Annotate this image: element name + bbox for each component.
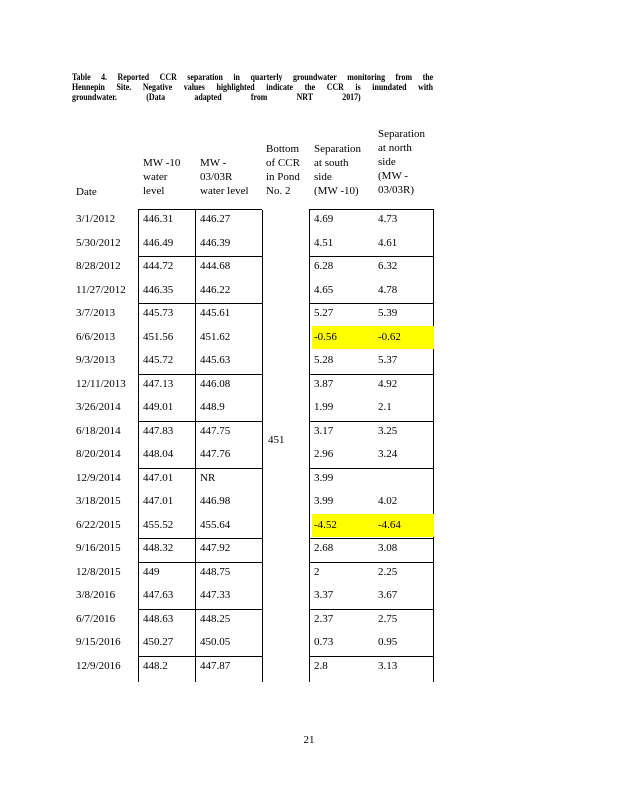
header-mw10 <box>143 156 180 198</box>
cell-date: 3/26/2014 <box>76 401 121 413</box>
header-mw10-line: level <box>143 185 165 197</box>
row-rule <box>309 209 434 210</box>
cell-south: -4.52 <box>312 514 379 537</box>
caption-word: Table <box>72 72 91 82</box>
table-row <box>72 232 434 255</box>
row-rule <box>309 609 434 610</box>
header-south-line: side <box>314 171 332 183</box>
header-bottom-line: of CCR <box>266 157 300 169</box>
cell-south: 2.68 <box>314 542 334 554</box>
header-bottom-line: Bottom <box>266 143 300 155</box>
cell-mw10: 449.01 <box>143 401 174 413</box>
cell-mw03: 446.39 <box>200 236 231 249</box>
cell-mw10: 444.72 <box>143 260 174 272</box>
table-row <box>72 443 434 466</box>
cell-date: 3/18/2015 <box>76 495 121 507</box>
cell-date: 6/22/2015 <box>76 518 121 531</box>
header-mw03-line: 03/03R <box>200 171 233 183</box>
caption-word: with <box>418 82 434 92</box>
cell-date: 9/16/2015 <box>76 542 121 554</box>
table-row <box>72 420 434 443</box>
cell-south: 3.99 <box>314 471 334 484</box>
cell-north <box>378 467 434 490</box>
cell-north: -0.62 <box>378 326 434 349</box>
cell-south: 2.37 <box>314 612 334 625</box>
cell-north: 4.02 <box>378 495 398 507</box>
caption-line-2 <box>72 82 433 92</box>
cell-date: 12/11/2013 <box>76 377 126 390</box>
caption-word: 2017) <box>342 92 361 102</box>
bottom-ccr-value: 451 <box>268 434 285 446</box>
header-south-separation <box>314 142 361 198</box>
table-row <box>72 467 434 490</box>
cell-mw03: 448.25 <box>200 612 231 625</box>
caption-word: CCR <box>159 72 177 82</box>
cell-south: 0.73 <box>314 636 334 648</box>
caption-word: Negative <box>142 82 173 92</box>
cell-north: 6.32 <box>378 260 398 272</box>
caption-word: separation <box>187 72 223 82</box>
cell-south: 5.28 <box>314 354 334 366</box>
cell-south: 3.37 <box>314 589 334 601</box>
caption-word: Reported <box>117 72 150 82</box>
cell-date: 6/7/2016 <box>76 612 116 625</box>
row-rule <box>138 421 262 422</box>
caption-word: Hennepin <box>72 82 105 92</box>
cell-south: 4.69 <box>314 213 334 225</box>
cell-south: 3.87 <box>314 377 334 390</box>
row-rule <box>309 562 434 563</box>
row-rule <box>309 256 434 257</box>
caption-word: monitoring <box>347 72 386 82</box>
cell-date: 3/7/2013 <box>76 307 116 319</box>
caption-line-1 <box>72 72 433 82</box>
caption-word: quarterly <box>250 72 283 82</box>
header-south-line: at south <box>314 157 349 169</box>
cell-south: 2.96 <box>314 448 334 460</box>
cell-north: 3.24 <box>378 448 398 460</box>
header-south-line: (MW -10) <box>314 185 359 197</box>
caption-word: is <box>355 82 361 92</box>
page-number: 21 <box>303 734 315 746</box>
cell-mw10: 446.35 <box>143 283 174 296</box>
caption-word: (Data <box>146 92 166 102</box>
table-row <box>72 537 434 560</box>
header-mw10-line: MW -10 <box>143 157 181 169</box>
caption-word: highlighted <box>216 82 255 92</box>
row-rule <box>138 209 262 210</box>
cell-north: 2.25 <box>378 565 398 578</box>
cell-mw10: 450.27 <box>143 636 174 648</box>
caption-word: inundated <box>372 82 407 92</box>
cell-mw10: 455.52 <box>143 518 174 531</box>
cell-mw10: 448.2 <box>143 659 168 672</box>
cell-north: 0.95 <box>378 636 398 648</box>
header-bottom-line: No. 2 <box>266 185 291 197</box>
cell-south: 4.65 <box>314 283 334 296</box>
caption-word: CCR <box>326 82 344 92</box>
row-rule <box>138 468 262 469</box>
caption-line-3 <box>72 92 433 102</box>
table-row <box>72 514 434 537</box>
cell-mw10: 447.83 <box>143 424 174 437</box>
caption-word: groundwater <box>293 72 337 82</box>
cell-date: 6/18/2014 <box>76 424 121 437</box>
caption-word: the <box>304 82 316 92</box>
cell-mw03: 447.92 <box>200 542 231 554</box>
table-row <box>72 608 434 631</box>
cell-mw10: 447.01 <box>143 471 174 484</box>
cell-date: 8/28/2012 <box>76 260 121 272</box>
table-row <box>72 279 434 302</box>
cell-mw03: 445.61 <box>200 307 231 319</box>
caption-word: adapted <box>194 92 222 102</box>
header-north-line: (MW - <box>378 170 409 182</box>
cell-north: 4.73 <box>378 213 398 225</box>
row-rule <box>138 609 262 610</box>
cell-north: 4.92 <box>378 377 398 390</box>
cell-mw03: 448.9 <box>200 401 225 413</box>
cell-north: 3.13 <box>378 659 398 672</box>
cell-mw03: 447.87 <box>200 659 231 672</box>
table-row <box>72 208 434 231</box>
header-north-line: 03/03R) <box>378 184 415 196</box>
cell-mw10: 448.32 <box>143 542 174 554</box>
header-bottom-ccr <box>266 142 300 198</box>
cell-mw03: 451.62 <box>200 330 231 343</box>
cell-date: 8/20/2014 <box>76 448 121 460</box>
cell-date: 9/15/2016 <box>76 636 121 648</box>
cell-mw10: 445.73 <box>143 307 174 319</box>
cell-north: 2.1 <box>378 401 392 413</box>
table-row <box>72 373 434 396</box>
caption-word: values <box>183 82 205 92</box>
header-date: Date <box>76 186 97 198</box>
header-mw03-line: water level <box>200 185 249 197</box>
table-row <box>72 326 434 349</box>
cell-mw03: NR <box>200 471 216 484</box>
caption-word: 4. <box>101 72 108 82</box>
cell-north: 4.61 <box>378 236 398 249</box>
row-rule <box>138 562 262 563</box>
cell-mw03: 444.68 <box>200 260 231 272</box>
caption-word: in <box>233 72 240 82</box>
row-rule <box>138 538 262 539</box>
cell-mw10: 446.31 <box>143 213 174 225</box>
table-caption <box>72 72 433 102</box>
caption-word: groundwater. <box>72 92 118 102</box>
row-rule <box>309 538 434 539</box>
cell-north: 2.75 <box>378 612 398 625</box>
header-bottom-line: in Pond <box>266 171 300 183</box>
cell-mw10: 445.72 <box>143 354 174 366</box>
row-rule <box>309 468 434 469</box>
groundwater-table <box>72 120 434 682</box>
header-mw03-line: MW - <box>200 157 227 169</box>
header-north-line: Separation <box>378 128 426 140</box>
cell-mw03: 446.22 <box>200 283 231 296</box>
caption-word: Site. <box>116 82 132 92</box>
cell-mw10: 448.04 <box>143 448 174 460</box>
row-rule <box>309 303 434 304</box>
cell-south: 5.27 <box>314 307 334 319</box>
table-row <box>72 561 434 584</box>
row-rule <box>138 656 262 657</box>
caption-word: the <box>422 72 434 82</box>
cell-north: 5.39 <box>378 307 398 319</box>
cell-south: 3.99 <box>314 495 334 507</box>
cell-date: 9/3/2013 <box>76 354 116 366</box>
cell-mw03: 445.63 <box>200 354 231 366</box>
header-south-line: Separation <box>314 143 362 155</box>
cell-north: 3.08 <box>378 542 398 554</box>
cell-mw03: 447.76 <box>200 448 231 460</box>
header-north-separation <box>378 127 425 197</box>
row-rule <box>138 374 262 375</box>
row-rule <box>309 656 434 657</box>
cell-south: 3.17 <box>314 424 334 437</box>
cell-mw03: 450.05 <box>200 636 231 648</box>
cell-mw03: 447.75 <box>200 424 231 437</box>
cell-mw10: 447.01 <box>143 495 174 507</box>
cell-mw10: 447.13 <box>143 377 174 390</box>
cell-date: 5/30/2012 <box>76 236 121 249</box>
cell-north: -4.64 <box>378 514 434 537</box>
table-row <box>72 631 434 654</box>
cell-date: 12/8/2015 <box>76 565 121 578</box>
cell-mw03: 446.98 <box>200 495 231 507</box>
cell-north: 4.78 <box>378 283 398 296</box>
cell-date: 3/1/2012 <box>76 213 116 225</box>
cell-south: 1.99 <box>314 401 334 413</box>
caption-word: from <box>395 72 413 82</box>
cell-mw10: 447.63 <box>143 589 174 601</box>
header-north-line: at north <box>378 142 412 154</box>
row-rule <box>309 421 434 422</box>
cell-south: 6.28 <box>314 260 334 272</box>
table-row <box>72 584 434 607</box>
cell-date: 3/8/2016 <box>76 589 116 601</box>
cell-north: 3.25 <box>378 424 398 437</box>
row-rule <box>138 303 262 304</box>
cell-date: 6/6/2013 <box>76 330 116 343</box>
cell-north: 3.67 <box>378 589 398 601</box>
cell-mw10: 448.63 <box>143 612 174 625</box>
cell-mw03: 446.27 <box>200 213 231 225</box>
cell-mw03: 455.64 <box>200 518 231 531</box>
cell-mw10: 451.56 <box>143 330 174 343</box>
cell-mw03: 448.75 <box>200 565 231 578</box>
table-row <box>72 396 434 419</box>
table-row <box>72 655 434 678</box>
table-row <box>72 302 434 325</box>
table-row <box>72 349 434 372</box>
cell-mw03: 447.33 <box>200 589 231 601</box>
cell-date: 11/27/2012 <box>76 283 126 296</box>
cell-date: 12/9/2014 <box>76 471 121 484</box>
cell-south: -0.56 <box>312 326 379 349</box>
cell-mw10: 446.49 <box>143 236 174 249</box>
cell-mw10: 449 <box>143 565 160 578</box>
cell-mw03: 446.08 <box>200 377 231 390</box>
cell-north: 5.37 <box>378 354 398 366</box>
row-rule <box>138 256 262 257</box>
table-row <box>72 490 434 513</box>
caption-word: NRT <box>296 92 314 102</box>
cell-date: 12/9/2016 <box>76 659 121 672</box>
caption-word: indicate <box>266 82 294 92</box>
header-mw10-line: water <box>143 171 168 183</box>
caption-word: from <box>250 92 268 102</box>
cell-south: 2.8 <box>314 659 328 672</box>
header-mw03 <box>200 156 249 198</box>
cell-south: 4.51 <box>314 236 334 249</box>
cell-south: 2 <box>314 565 320 578</box>
table-row <box>72 255 434 278</box>
header-north-line: side <box>378 156 396 168</box>
row-rule <box>309 374 434 375</box>
